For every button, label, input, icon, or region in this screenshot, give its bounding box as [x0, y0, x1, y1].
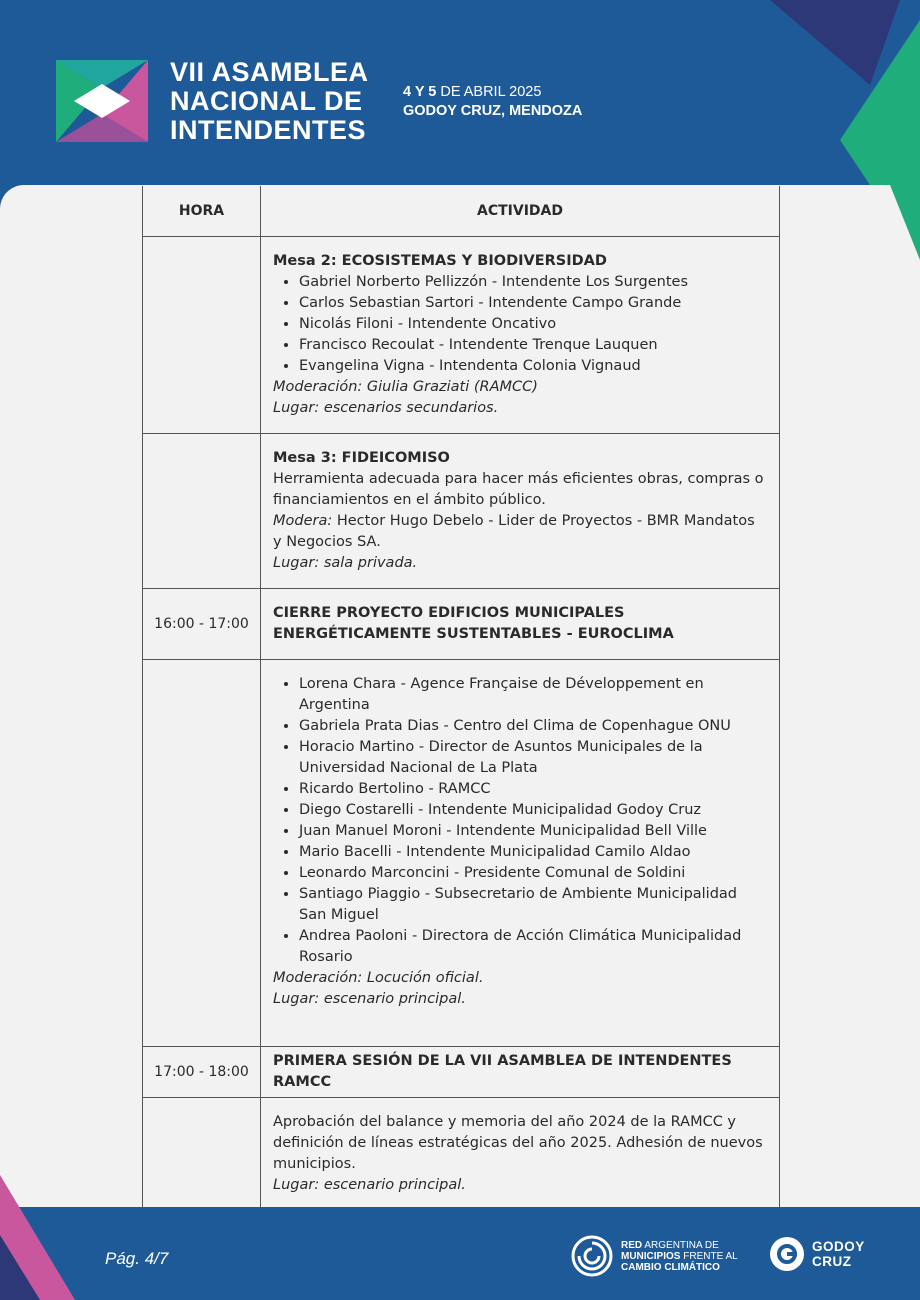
mesa3-place: Lugar: sala privada. [273, 555, 418, 571]
event-title [170, 58, 369, 145]
list-item: • Gabriela Prata Dias - Centro del Clima de Copenhague ONU [299, 716, 767, 737]
mesa2-list [273, 272, 767, 377]
list-item: • Andrea Paoloni - Directora de Acción Climática Municipalidad Rosario [299, 926, 767, 968]
column-header-actividad: ACTIVIDAD [477, 202, 563, 219]
sesion-time: 17:00 - 18:00 [143, 1047, 261, 1097]
list-item: • Francisco Recoulat - Intendente Trenque Lauquen [299, 335, 767, 356]
date-month: DE ABRIL 2025 [440, 84, 542, 100]
table-row-sesion [143, 1047, 779, 1098]
page-header [0, 0, 920, 200]
list-item: • Horacio Martino - Director de Asuntos Municipales de la Universidad Nacional de La Plata [299, 737, 767, 779]
schedule-table [142, 186, 780, 1210]
list-item: • Nicolás Filoni - Intendente Oncativo [299, 314, 767, 335]
aprobacion-text: Aprobación del balance y memoria del año 2024 de la RAMCC y definición de líneas estratégicas del año 2025. Adhesión de nuevos municipios. [273, 1114, 763, 1172]
mesa2-title: Mesa 2: ECOSISTEMAS Y BIODIVERSIDAD [273, 253, 607, 269]
mesa3-description: Herramienta adecuada para hacer más eficientes obras, compras o financiamientos en el ámbito público. [273, 471, 764, 508]
list-item: • Carlos Sebastian Sartori - Intendente Campo Grande [299, 293, 767, 314]
event-date [403, 83, 582, 121]
table-header-row [143, 186, 779, 237]
table-row-mesa3 [143, 434, 779, 589]
decorative-shape-right [820, 185, 920, 265]
list-item: • Leonardo Marconcini - Presidente Comunal de Soldini [299, 863, 767, 884]
moderator-name: Hector Hugo Debelo - Lider de Proyectos - BMR Mandatos y Negocios SA. [273, 513, 755, 550]
cierre-time: 16:00 - 17:00 [143, 589, 261, 659]
mesa3-moderator [273, 511, 767, 553]
decorative-shape-bottom-left [0, 1175, 80, 1300]
list-item: • Lorena Chara - Agence Française de Développement en Argentina [299, 674, 767, 716]
mesa2-place: Lugar: escenarios secundarios. [273, 400, 499, 416]
aprobacion-place: Lugar: escenario principal. [273, 1177, 466, 1193]
ramcc-logo-text: RED ARGENTINA DE MUNICIPIOS FRENTE AL CAMBIO CLIMÁTICO [621, 1240, 738, 1273]
list-item: • Gabriel Norberto Pellizzón - Intendente Los Surgentes [299, 272, 767, 293]
list-item: • Diego Costarelli - Intendente Municipalidad Godoy Cruz [299, 800, 767, 821]
decorative-shapes [760, 0, 920, 200]
title-line-2: NACIONAL DE [170, 86, 363, 116]
panel-place: Lugar: escenario principal. [273, 991, 466, 1007]
sesion-title: PRIMERA SESIÓN DE LA VII ASAMBLEA DE INTENDENTES RAMCC [273, 1053, 732, 1090]
list-item: • Evangelina Vigna - Intendenta Colonia Vignaud [299, 356, 767, 377]
list-item: • Mario Bacelli - Intendente Municipalidad Camilo Aldao [299, 842, 767, 863]
title-line-3: INTENDENTES [170, 115, 367, 145]
godoy-cruz-logo-icon [768, 1235, 806, 1273]
page-number: Pág. 4/7 [105, 1249, 169, 1268]
table-row-cierre [143, 589, 779, 660]
column-header-hora: HORA [143, 186, 261, 236]
cierre-title: CIERRE PROYECTO EDIFICIOS MUNICIPALES ENERGÉTICAMENTE SUSTENTABLES - EUROCLIMA [273, 605, 674, 642]
title-line-1: VII ASAMBLEA [170, 57, 369, 87]
list-item: • Ricardo Bertolino - RAMCC [299, 779, 767, 800]
list-item: • Santiago Piaggio - Subsecretario de Ambiente Municipalidad San Miguel [299, 884, 767, 926]
mesa3-title: Mesa 3: FIDEICOMISO [273, 450, 450, 466]
date-days: 4 Y 5 [403, 84, 437, 100]
table-row-aprobacion [143, 1098, 779, 1210]
ramcc-logo-icon [570, 1234, 614, 1278]
moderator-label: Modera: [273, 513, 333, 529]
event-location: GODOY CRUZ, MENDOZA [403, 103, 583, 119]
table-row-mesa2 [143, 237, 779, 434]
event-logo-icon [52, 58, 152, 144]
panel-moderation: Moderación: Locución oficial. [273, 970, 484, 986]
list-item: • Juan Manuel Moroni - Intendente Municipalidad Bell Ville [299, 821, 767, 842]
panel-list [273, 674, 767, 968]
godoy-cruz-logo-text: GODOY CRUZ [812, 1239, 865, 1269]
mesa2-moderation: Moderación: Giulia Graziati (RAMCC) [273, 379, 538, 395]
table-row-panel [143, 660, 779, 1047]
